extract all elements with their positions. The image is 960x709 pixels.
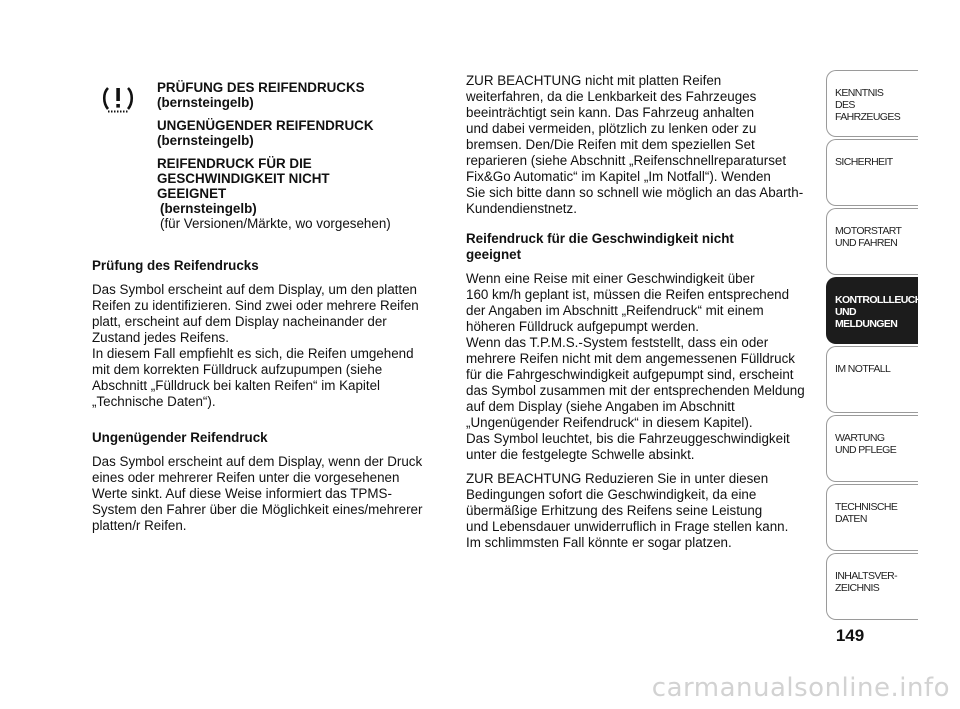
tire-pressure-warning-icon (102, 84, 134, 114)
warning-title-1: PRÜFUNG DES REIFENDRUCKS (157, 80, 365, 95)
warning-title-3-color: (bernsteingelb) (160, 201, 257, 216)
note-speed-reduce: ZUR BEACHTUNG Reduzieren Sie in unter diesen Bedingungen sofort die Geschwindigkeit, da eine übermäßige Erhitzung des Reifens seine Leistung und Lebensdauer unwiderruflich in Frage stellen kann. Im schlimmsten Fall könnte er sogar platzen. (466, 471, 789, 550)
tab-sicherheit[interactable]: SICHERHEIT (826, 139, 918, 206)
tab-wartung-und-pflege[interactable]: WARTUNG UND PFLEGE (826, 415, 918, 482)
warning-title-1-color: (bernsteingelb) (157, 95, 254, 110)
paragraph-speed: Wenn eine Reise mit einer Geschwindigkeit über 160 km/h geplant ist, müssen die Reifen entsprechend der Angaben im Abschnitt „Reifendruck“ mit einem höheren Fülldruck aufgepumpt werden. Wenn das T.P.M.S.-System feststellt, dass ein oder mehrere Reifen nicht mit dem angemessenen Fülldruck für die Fahrgeschwindigkeit aufgepumpt sind, erscheint das Symbol zusammen mit der entsprechenden Meldung auf dem Display (siehe Angaben im Abschnitt „Ungenügender Reifendruck“ in diesem Kapitel). Das Symbol leuchtet, bis die Fahrzeuggeschwindigkeit unter die festgelegte Schwelle absinkt. (466, 271, 805, 462)
right-column (466, 73, 816, 551)
section-heading-ungenuegend: Ungenügender Reifendruck (92, 430, 268, 445)
note-flat-tyre: ZUR BEACHTUNG nicht mit platten Reifen weiterfahren, da die Lenkbarkeit des Fahrzeuges beeinträchtigt sein kann. Das Fahrzeug anhalten und dabei vermeiden, plötzlich zu lenken oder zu bremsen. Den/Die Reifen mit dem speziellen Set reparieren (siehe Abschnitt „Reifenschnellreparaturset Fix&Go Automatic“ im Kapitel „Im Notfall“). Wenden Sie sich bitte dann so schnell wie möglich an das Abarth- Kundendienstnetz. (466, 73, 804, 216)
tab-motorstart-und-fahren[interactable]: MOTORSTART UND FAHREN (826, 208, 918, 275)
warning-title-2-color: (bernsteingelb) (157, 133, 254, 148)
warning-title-3: REIFENDRUCK FÜR DIE GESCHWINDIGKEIT NICHT GEEIGNET (157, 156, 330, 201)
page-number: 149 (835, 626, 865, 645)
section-heading-pruefung: Prüfung des Reifendrucks (92, 258, 259, 273)
paragraph-pruefung: Das Symbol erscheint auf dem Display, um den platten Reifen zu identifizieren. Sind zwei oder mehrere Reifen platt, erscheint auf dem Display nacheinander der Zustand jedes Reifens. In diesem Fall empfiehlt es sich, die Reifen umgehend mit dem korrekten Fülldruck aufzupumpen (siehe Abschnitt „Fülldruck bei kalten Reifen“ im Kapitel „Technische Daten“). (92, 282, 419, 409)
tab-inhaltsverzeichnis[interactable]: INHALTSVER- ZEICHNIS (826, 553, 918, 620)
tab-technische-daten[interactable]: TECHNISCHE DATEN (826, 484, 918, 551)
warning-title-2: UNGENÜGENDER REIFENDRUCK (157, 118, 374, 133)
watermark: carmanualsonline.info (651, 673, 950, 703)
warning-block (92, 80, 442, 258)
tab-im-notfall[interactable]: IM NOTFALL (826, 346, 918, 413)
warning-title-3-note: (für Versionen/Märkte, wo vorgesehen) (160, 216, 391, 231)
paragraph-ungenuegend: Das Symbol erscheint auf dem Display, wenn der Druck eines oder mehrerer Reifen unter die vorgesehenen Werte sinkt. Auf diese Weise informiert das TPMS- System den Fahrer über die Möglichkeit eines/mehrerer platten/r Reifen. (92, 454, 423, 533)
left-column (92, 80, 442, 534)
tab-kontrollleuchten-und-meldungen[interactable]: KONTROLLLEUCHTEN UND MELDUNGEN (826, 277, 918, 344)
section-heading-speed: Reifendruck für die Geschwindigkeit nicht geeignet (466, 231, 734, 262)
chapter-tabs (826, 70, 941, 622)
tab-kenntnis-des-fahrzeuges[interactable]: KENNTNIS DES FAHRZEUGES (826, 70, 918, 137)
